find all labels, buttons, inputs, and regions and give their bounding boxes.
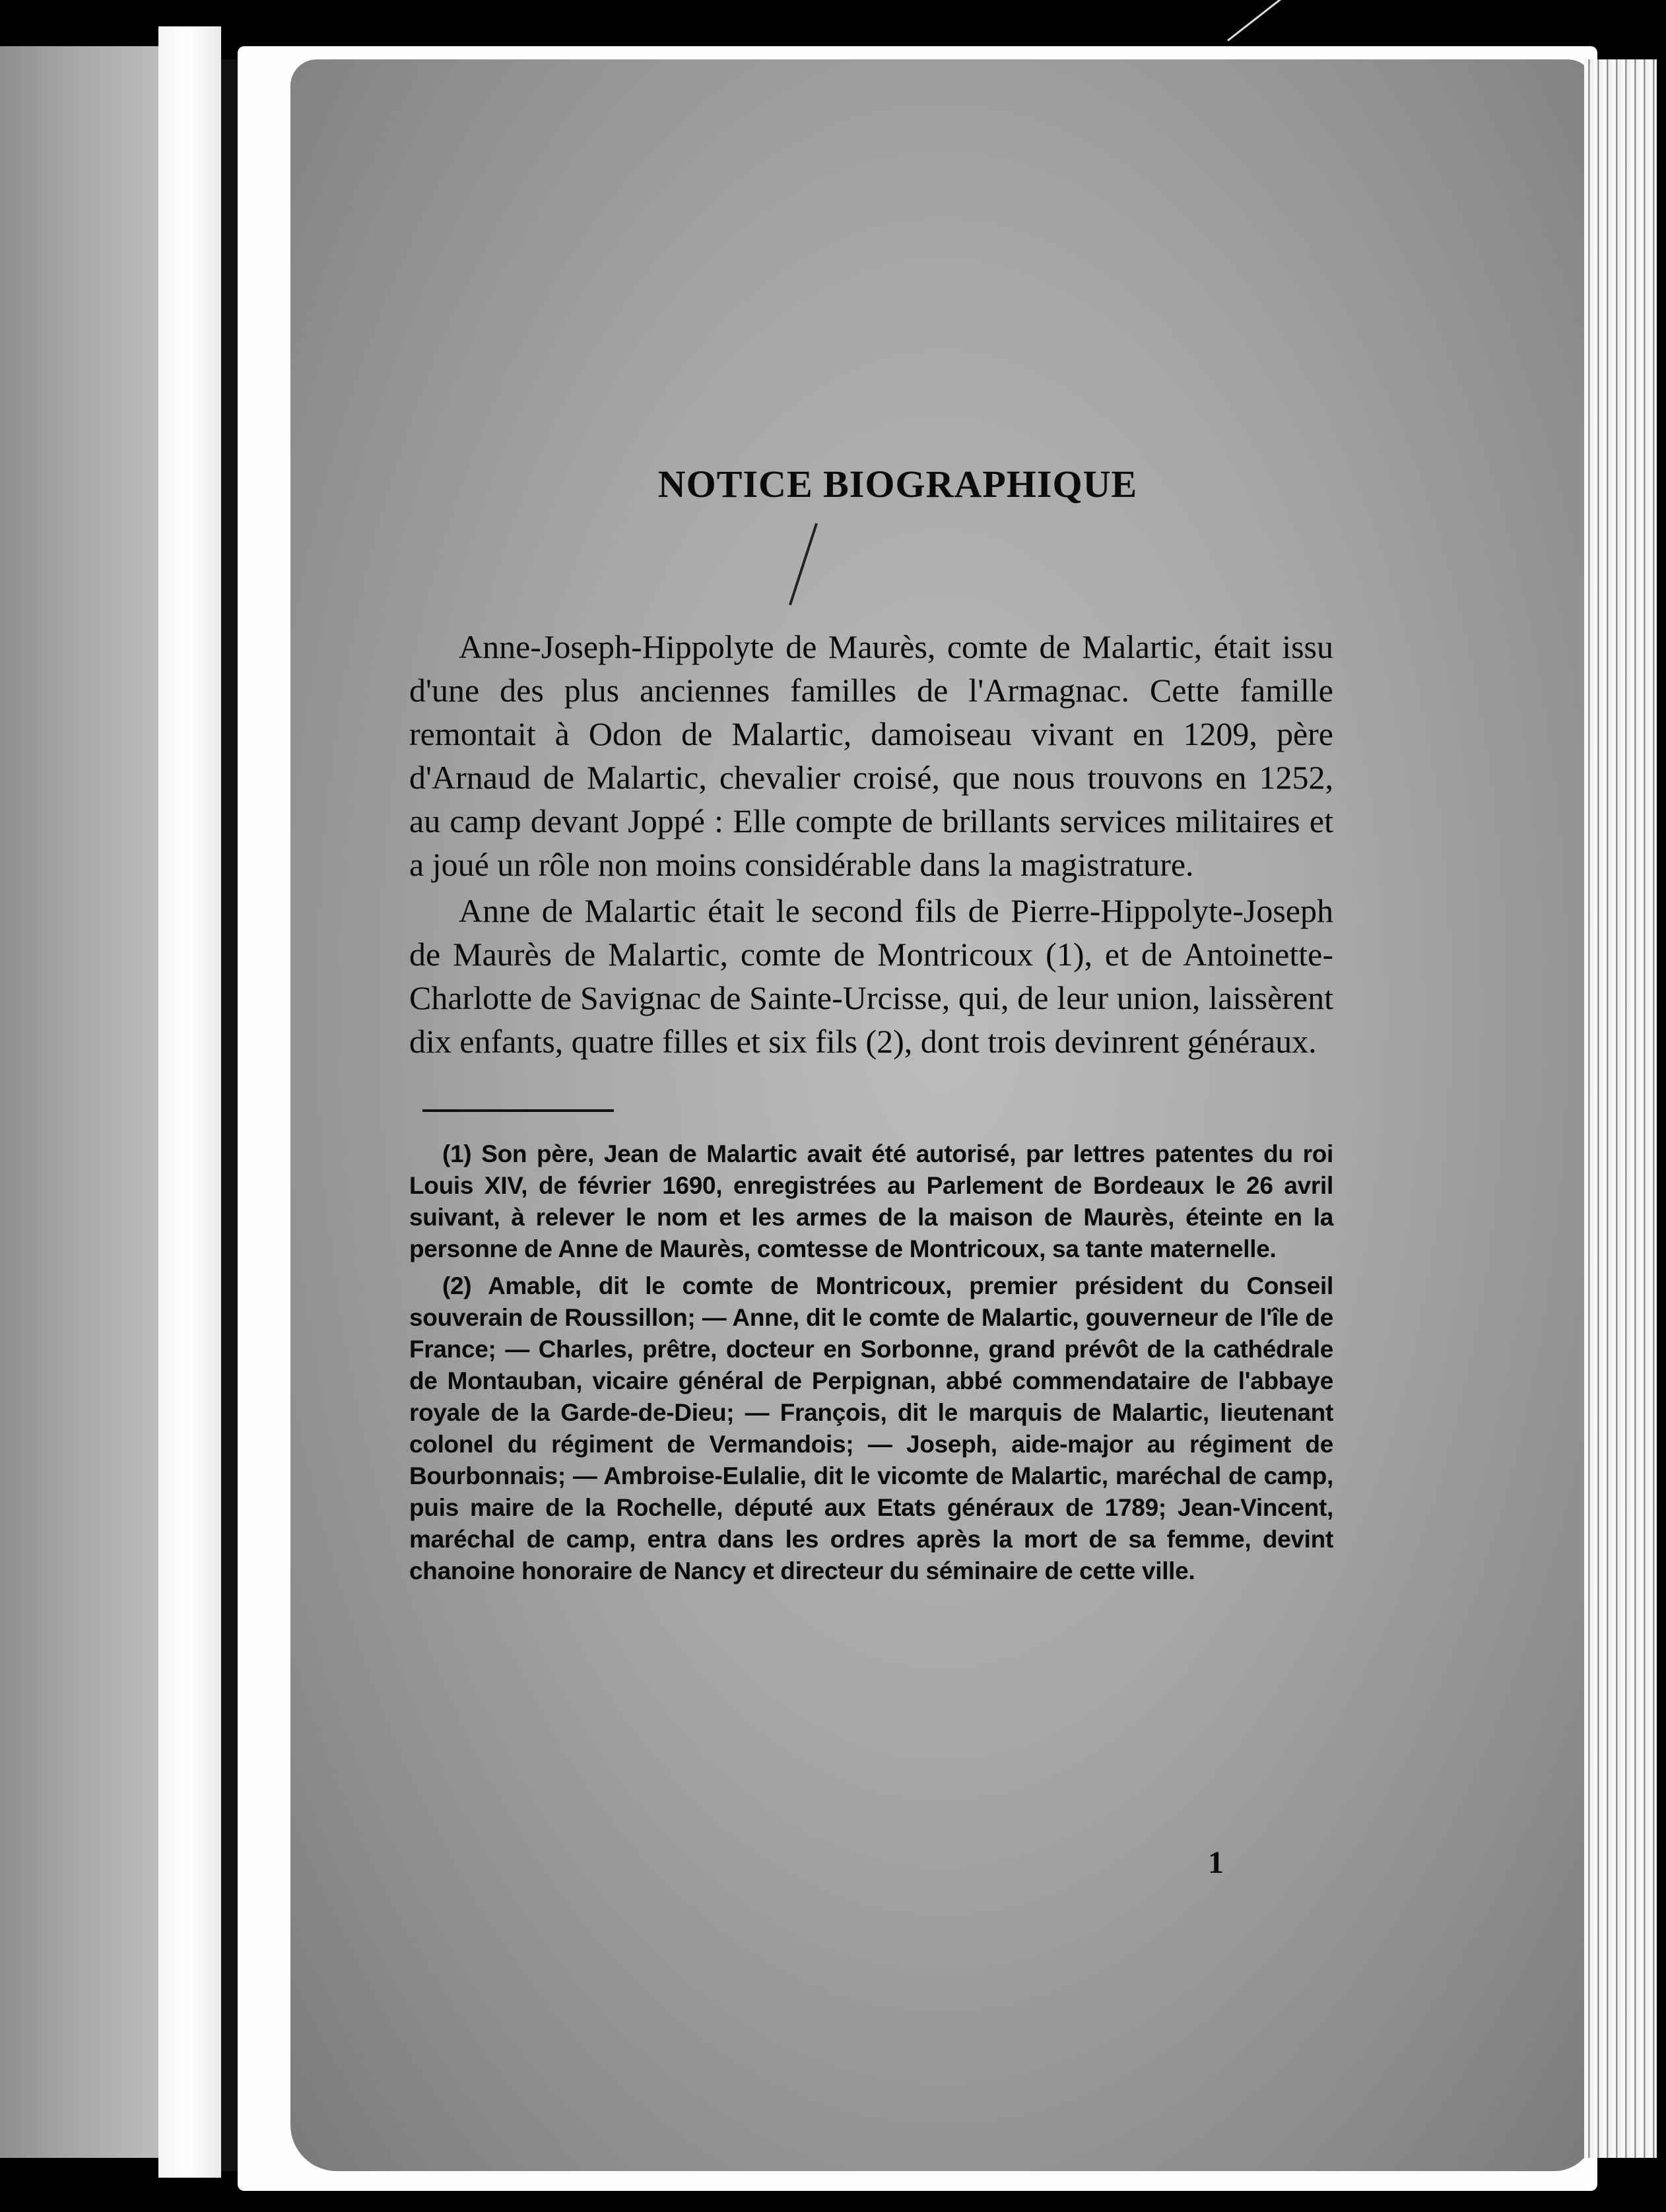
- page-title: NOTICE BIOGRAPHIQUE: [657, 463, 1138, 505]
- footnote-1: (1) Son père, Jean de Malartic avait été autorisé, par lettres patentes du roi Louis XIV, de février 1690, enregistrées au Parlement de Bordeaux le 26 avril suivant, à relever le nom et les armes de la maison de Maurès, éteinte en la personne de Anne de Maurès, comtesse de Montricoux, sa tante maternelle.: [409, 1140, 1333, 1262]
- left-page-fragment: [0, 46, 158, 2158]
- page-content: [409, 462, 1333, 1592]
- page-stack-edges: [1584, 59, 1657, 2158]
- page-number: 1: [1208, 1845, 1224, 1880]
- body-paragraph-2: Anne de Malartic était le second fils de Pierre-Hippolyte-Joseph de Maurès de Malartic, comte de Montricoux (1), et de Antoinette-Charlotte de Savignac de Sainte-Urcisse, qui, de leur union, laissèrent dix enfants, quatre filles et six fils (2), dont trois devinrent généraux.: [409, 892, 1333, 1060]
- body-paragraph-1: Anne-Joseph-Hippolyte de Maurès, comte de Malartic, était issu d'une des plus anciennes familles de l'Armagnac. Cette famille remontait à Odon de Malartic, damoiseau vivant en 1209, père d'Arnaud de Malartic, chevalier croisé, que nous trouvons en 1252, au camp devant Joppé : Elle compte de brillants services militaires et a joué un rôle non moins considérable dans la magistrature.: [409, 628, 1333, 883]
- footnote-2: (2) Amable, dit le comte de Montricoux, premier président du Conseil souverain de Roussillon; — Anne, dit le comte de Malartic, gouverneur de l'île de France; — Charles, prêtre, docteur en Sorbonne, grand prévôt de la cathédrale de Montauban, vicaire général de Perpignan, abbé commendataire de l'abbaye royale de la Garde-de-Dieu; — François, dit le marquis de Malartic, lieutenant colonel du régiment de Vermandois; — Joseph, aide-major au régiment de Bourbonnais; — Ambroise-Eulalie, dit le vicomte de Malartic, maréchal de camp, puis maire de la Rochelle, député aux Etats généraux de 1789; Jean-Vincent, maréchal de camp, entra dans les ordres après la mort de sa femme, devint chanoine honoraire de Nancy et directeur du séminaire de cette ville.: [409, 1272, 1333, 1584]
- corner-scratch-mark: [1227, 0, 1301, 42]
- left-page-edge: [158, 26, 221, 2178]
- footnote-separator: [422, 1109, 614, 1112]
